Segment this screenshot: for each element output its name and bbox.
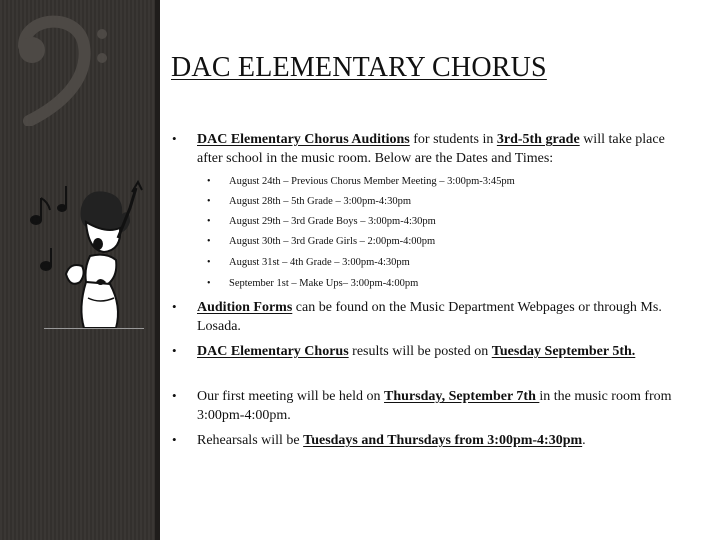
audition-forms-link[interactable]: Audition Forms (197, 300, 293, 315)
sub-bullet-marker: • (207, 176, 211, 187)
chorus-link[interactable]: DAC Elementary Chorus (197, 344, 349, 359)
bullet-marker: • (172, 432, 177, 447)
results-paragraph (197, 342, 687, 361)
auditions-paragraph (197, 130, 687, 168)
results-text-mid: results will be posted on (348, 344, 492, 359)
auditions-text-end: will take place after school in the music room. Below are the Dates and Times: (197, 132, 665, 166)
auditions-text-mid: for students in (409, 132, 497, 147)
date-item: August 24th – Previous Chorus Member Meeting – 3:00pm-3:45pm (229, 176, 515, 187)
date-item: September 1st – Make Ups– 3:00pm-4:00pm (229, 278, 419, 289)
sub-bullet-marker: • (207, 278, 211, 289)
bullet-marker: • (172, 388, 177, 403)
sub-bullet-marker: • (207, 236, 211, 247)
sub-bullet-marker: • (207, 257, 211, 268)
date-item: August 28th – 5th Grade – 3:00pm-4:30pm (229, 196, 411, 207)
date-item: August 31st – 4th Grade – 3:00pm-4:30pm (229, 257, 410, 268)
meeting-paragraph (197, 387, 687, 425)
rehearsal-schedule: Tuesdays and Thursdays from 3:00pm-4:30pm (303, 433, 583, 448)
meeting-text-end: in the music room from 3:00pm-4:00pm. (197, 389, 672, 423)
page-title: DAC ELEMENTARY CHORUS (171, 52, 547, 83)
rehearsals-text-start: Rehearsals will be (197, 433, 304, 448)
rehearsals-paragraph (197, 431, 687, 450)
meeting-text-start: Our first meeting will be held on (197, 389, 385, 404)
rehearsals-text-end: . (582, 433, 586, 448)
sub-bullet-marker: • (207, 216, 211, 227)
grade-range: 3rd-5th grade (496, 132, 580, 147)
bullet-marker: • (172, 131, 177, 146)
date-item: August 30th – 3rd Grade Girls – 2:00pm-4:00pm (229, 236, 436, 247)
forms-text-end: can be found on the Music Department Webpages or through Ms. Losada. (197, 300, 662, 334)
bullet-marker: • (172, 299, 177, 314)
auditions-link[interactable]: DAC Elementary Chorus Auditions (197, 132, 410, 147)
date-item: August 29th – 3rd Grade Boys – 3:00pm-4:30pm (229, 216, 436, 227)
meeting-date: Thursday, September 7th (384, 389, 540, 404)
sub-bullet-marker: • (207, 196, 211, 207)
forms-paragraph (197, 298, 687, 336)
bullet-marker: • (172, 343, 177, 358)
results-date: Tuesday September 5th. (491, 344, 636, 359)
